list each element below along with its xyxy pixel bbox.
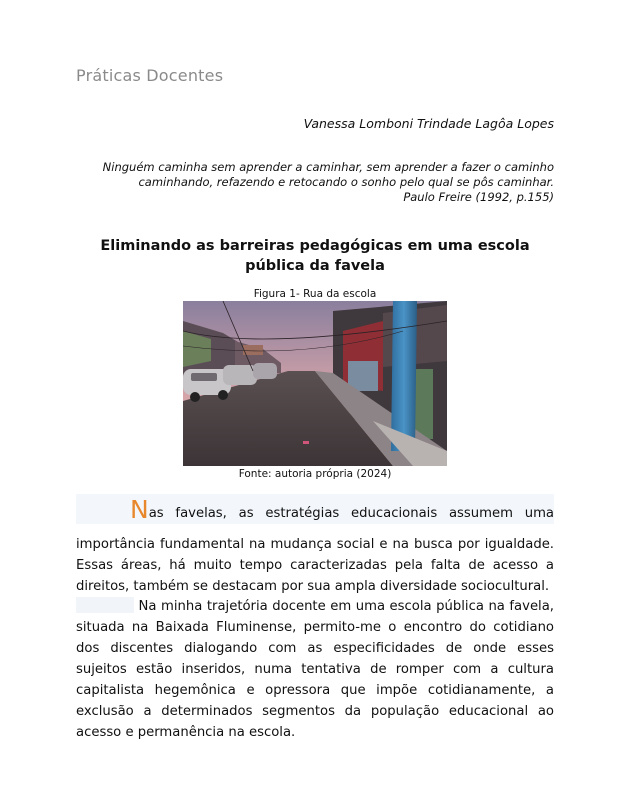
drop-cap: N bbox=[130, 495, 149, 524]
figure-source: Fonte: autoria própria (2024) bbox=[238, 468, 392, 480]
epigraph bbox=[84, 160, 554, 205]
street-photo bbox=[183, 301, 447, 466]
first-line-text bbox=[130, 497, 554, 522]
paragraph-2 bbox=[76, 596, 554, 743]
street-photo-image bbox=[183, 301, 447, 466]
section-title: Práticas Docentes bbox=[76, 66, 224, 85]
author-name: Vanessa Lomboni Trindade Lagôa Lopes bbox=[303, 116, 554, 131]
paragraph-2-text: Na minha trajetória docente em uma escola pública na favela, situada na Baixada Fluminense, permito-me o encontro do cotidiano dos discentes dialogando com as especificidades de onde esses sujeitos estão inseridos, numa tentativa de romper com a cultura capitalista hegemônica e opressora que impõe cotidianamente, a exclusão a determinados segmentos da população educacional ao acesso e permanência na escola. bbox=[76, 599, 554, 740]
epigraph-citation: Paulo Freire (1992, p.155) bbox=[403, 190, 554, 204]
highlighted-first-line bbox=[76, 494, 554, 524]
epigraph-line-1: Ninguém caminha sem aprender a caminhar, sem aprender a fazer o caminho bbox=[102, 160, 554, 174]
figure-caption: Figura 1- Rua da escola bbox=[253, 288, 377, 300]
paragraph-indent bbox=[76, 597, 134, 613]
first-line-words: as favelas, as estratégias educacionais assumem uma bbox=[148, 506, 554, 521]
article-title: Eliminando as barreiras pedagógicas em uma escola pública da favela bbox=[100, 238, 530, 274]
paragraph-1: importância fundamental na mudança social e na busca por igualdade. Essas áreas, há muito tempo caracterizadas pela falta de acesso a direitos, também se destacam por sua ampla diversidade sociocultural. bbox=[76, 537, 554, 594]
epigraph-line-2: caminhando, refazendo e retocando o sonho pelo qual se pôs caminhar. bbox=[138, 175, 554, 189]
